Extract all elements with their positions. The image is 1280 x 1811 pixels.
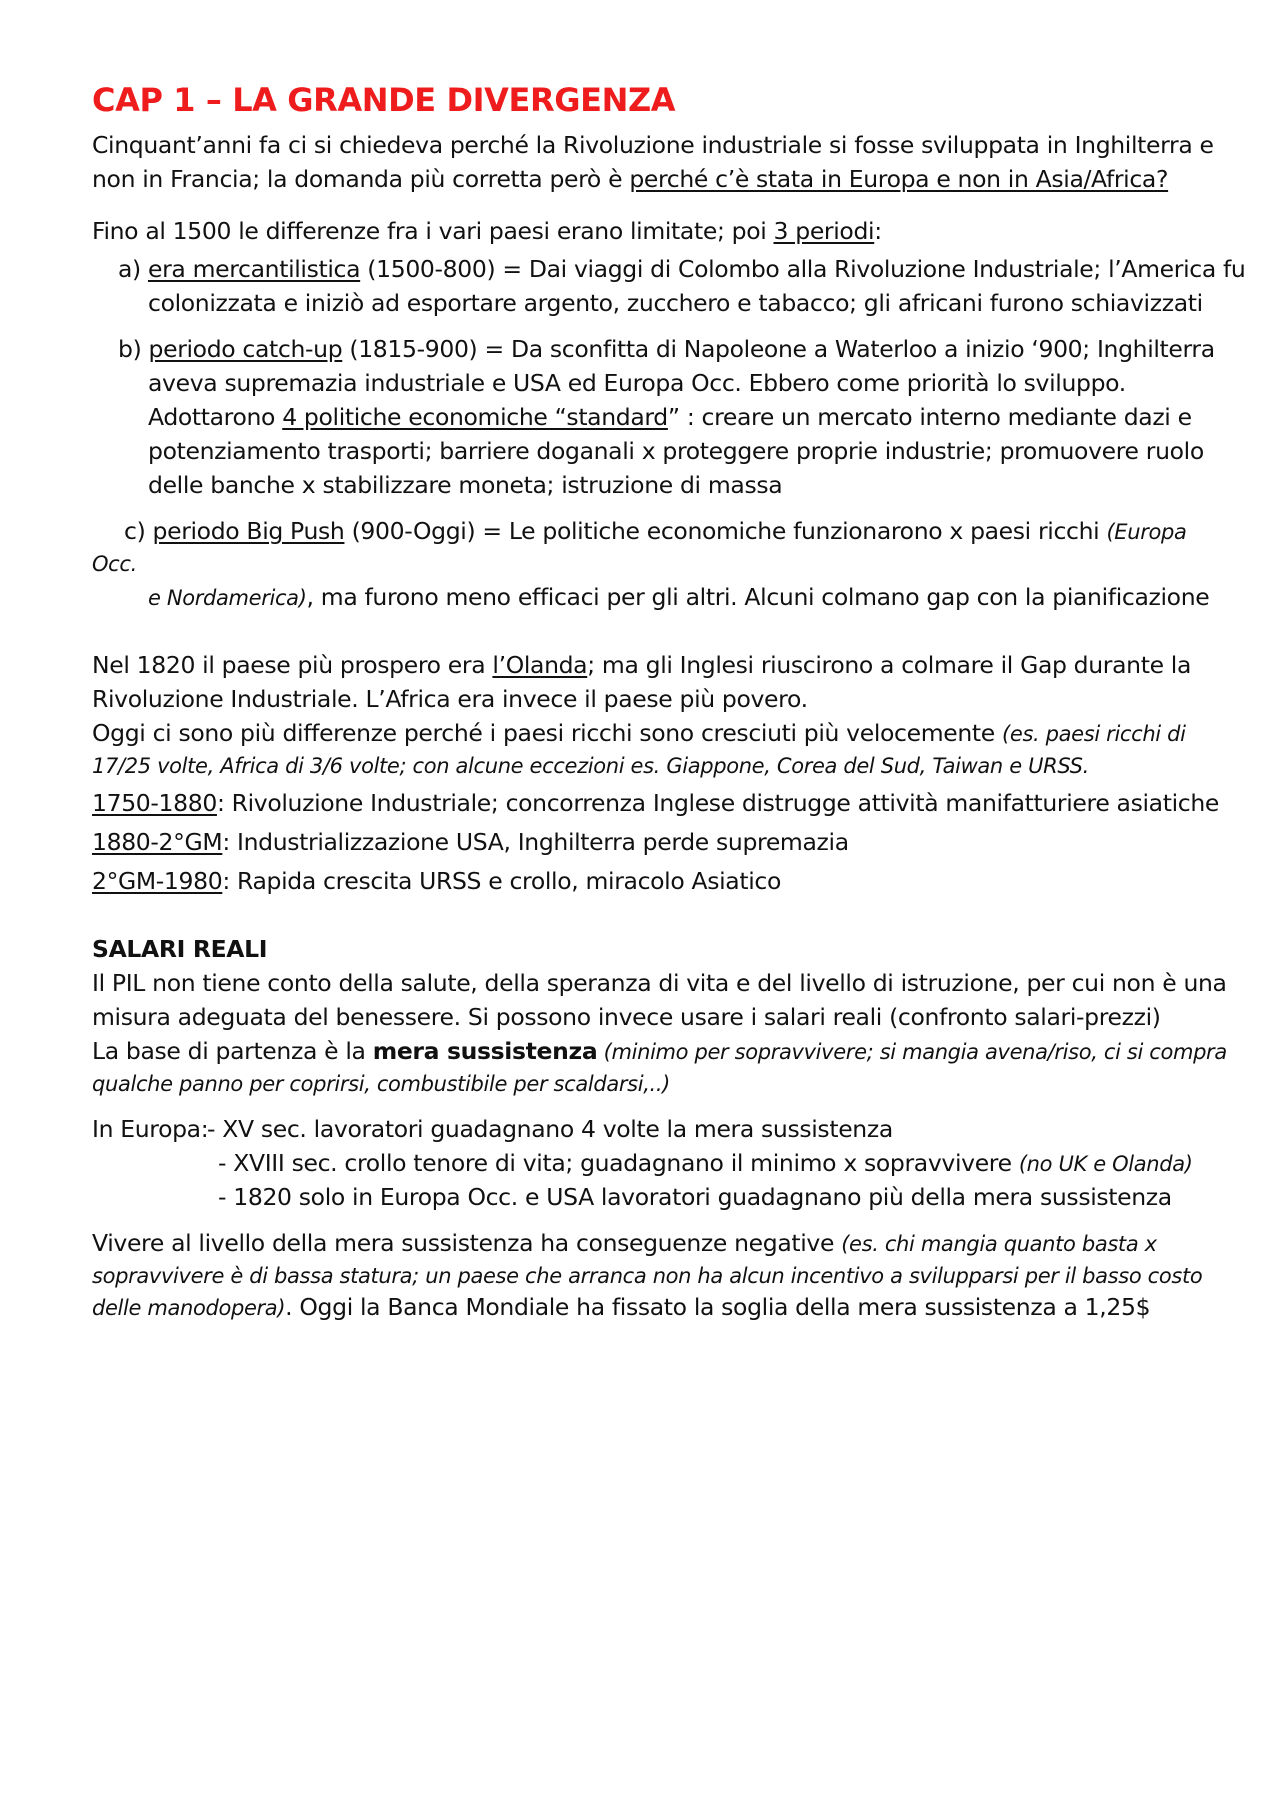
timeline-item <box>92 864 781 898</box>
history-line-1 <box>92 648 1191 682</box>
period-b-line-5: delle banche x stabilizzare moneta; istruzione di massa <box>148 471 783 499</box>
salari-line-4 <box>92 1066 670 1101</box>
history-line-3-note: (es. paesi ricchi di <box>1002 722 1186 746</box>
period-c-line-3 <box>148 580 1209 615</box>
period-c-note-2: Occ. <box>92 552 137 576</box>
period-c-line-3-text: , ma furono meno efficaci per gli altri. Alcuni colmano gap con la pianificazione <box>306 583 1210 611</box>
period-b-line-2: aveva supremazia industriale e USA ed Europa Occ. Ebbero come priorità lo sviluppo. <box>148 369 1126 397</box>
europa-item <box>218 1180 1172 1214</box>
salari-line-3 <box>92 1034 1227 1069</box>
period-c-name: periodo Big Push <box>152 517 345 545</box>
timeline-text: : Industrializzazione USA, Inghilterra perde supremazia <box>222 828 849 856</box>
europa-item-text: - XVIII sec. crollo tenore di vita; guadagnano il minimo x sopravvivere <box>218 1149 1019 1177</box>
salari-line-3-note: (minimo per sopravvivere; si mangia avena/riso, ci si compra <box>597 1040 1227 1064</box>
conclusion-line-3 <box>92 1290 1150 1325</box>
timeline-text: : Rivoluzione Industriale; concorrenza Inglese distrugge attività manifatturiere asiatiche <box>216 789 1219 817</box>
intro-text: non in Francia; la domanda più corretta però è <box>92 165 630 193</box>
conclusion-line-1 <box>92 1226 1157 1261</box>
conclusion-line-1-note: (es. chi mangia quanto basta x <box>841 1232 1157 1256</box>
period-a-marker: a) <box>118 255 148 283</box>
period-c-text: (900-Oggi) = Le politiche economiche funzionarono x paesi ricchi <box>344 517 1107 545</box>
period-c-note-1: (Europa <box>1106 520 1187 544</box>
salari-line-1: Il PIL non tiene conto della salute, della speranza di vita e del livello di istruzione, per cui non è una <box>92 969 1227 997</box>
key-question: perché c’è stata in Europa e non in Asia/Africa? <box>629 165 1169 193</box>
europa-item <box>218 1146 1193 1181</box>
period-b-text: (1815-900) = Da sconfitta di Napoleone a Waterloo a inizio ‘900; Inghilterra <box>342 335 1215 363</box>
period-c-note-3: e Nordamerica) <box>148 586 307 610</box>
period-c-marker: c) <box>124 517 153 545</box>
europa-item-note: (no UK e Olanda) <box>1018 1152 1193 1176</box>
salari-line-2: misura adeguata del benessere. Si possono invece usare i salari reali (confronto salari-prezzi) <box>92 1003 1161 1031</box>
salari-line-4-note: qualche panno per coprirsi, combustibile per scaldarsi,..) <box>92 1072 671 1096</box>
history-line-4 <box>92 748 1089 783</box>
history-line-1-post: ; ma gli Inglesi riuscirono a colmare il Gap durante la <box>587 651 1192 679</box>
history-line-2: Rivoluzione Industriale. L’Africa era invece il paese più povero. <box>92 685 808 713</box>
mera-sussistenza: mera sussistenza <box>372 1037 598 1065</box>
period-b-name: periodo catch-up <box>148 335 343 363</box>
conclusion-line-2-note: sopravvivere è di bassa statura; un paese che arranca non ha alcun incentivo a svilupparsi per il basso costo <box>92 1264 1203 1288</box>
timeline-period: 1750-1880 <box>92 789 217 817</box>
period-b-line-3-post: ” : creare un mercato interno mediante dazi e <box>667 403 1192 431</box>
intro-line-1: Cinquant’anni fa ci si chiedeva perché la Rivoluzione industriale si fosse sviluppata in Inghilterra e <box>92 131 1214 159</box>
history-line-1-pre: Nel 1820 il paese più prospero era <box>92 651 493 679</box>
period-a-text: (1500-800) = Dai viaggi di Colombo alla Rivoluzione Industriale; l’America fu <box>360 255 1246 283</box>
period-a-name: era mercantilistica <box>148 255 361 283</box>
period-b-line-4: potenziamento trasporti; barriere doganali x proteggere proprie industrie; promuovere ruolo <box>148 437 1204 465</box>
periods-intro <box>92 214 882 248</box>
periods-intro-text: Fino al 1500 le differenze fra i vari paesi erano limitate; poi <box>92 217 774 245</box>
timeline-text: : Rapida crescita URSS e crollo, miracolo Asiatico <box>222 867 781 895</box>
timeline-item <box>92 825 849 859</box>
conclusion-line-2 <box>92 1258 1202 1293</box>
europa-label: In Europa: <box>92 1115 209 1143</box>
history-line-4-note: 17/25 volte, Africa di 3/6 volte; con alcune eccezioni es. Giappone, Corea del Sud, Taiwan e URSS. <box>92 754 1089 778</box>
periods-colon: : <box>874 217 882 245</box>
intro-line-2 <box>92 162 1168 196</box>
period-c-line-2 <box>92 546 137 581</box>
period-b-line-3 <box>148 400 1192 434</box>
history-line-3-text: Oggi ci sono più differenze perché i paesi ricchi sono cresciuti più velocemente <box>92 719 1003 747</box>
chapter-title: CAP 1 – LA GRANDE DIVERGENZA <box>92 81 676 119</box>
period-a-line-1 <box>118 252 1245 286</box>
history-line-3 <box>92 716 1186 751</box>
europa-item-text: - XV sec. lavoratori guadagnano 4 volte la mera sussistenza <box>207 1115 893 1143</box>
conclusion-line-1-text: Vivere al livello della mera sussistenza ha conseguenze negative <box>92 1229 842 1257</box>
period-c-line-1 <box>124 514 1186 549</box>
europa-item-text: - 1820 solo in Europa Occ. e USA lavoratori guadagnano più della mera sussistenza <box>218 1183 1172 1211</box>
period-b-line-3-pre: Adottarono <box>148 403 283 431</box>
standard-policies: 4 politiche economiche “standard <box>282 403 668 431</box>
conclusion-line-3-note: delle manodopera) <box>92 1296 286 1320</box>
periods-count: 3 periodi <box>773 217 875 245</box>
period-b-marker: b) <box>118 335 149 363</box>
olanda: l’Olanda <box>492 651 588 679</box>
salari-line-3-pre: La base di partenza è la <box>92 1037 373 1065</box>
timeline-period: 1880-2°GM <box>92 828 223 856</box>
period-b-line-1 <box>118 332 1215 366</box>
conclusion-line-3-text: . Oggi la Banca Mondiale ha fissato la soglia della mera sussistenza a 1,25$ <box>285 1293 1151 1321</box>
europa-item <box>207 1112 893 1146</box>
period-a-line-2: colonizzata e iniziò ad esportare argento, zucchero e tabacco; gli africani furono schiavizzati <box>148 289 1203 317</box>
timeline-period: 2°GM-1980 <box>92 867 223 895</box>
timeline-item <box>92 786 1219 820</box>
section-heading-salari: SALARI REALI <box>92 935 268 963</box>
